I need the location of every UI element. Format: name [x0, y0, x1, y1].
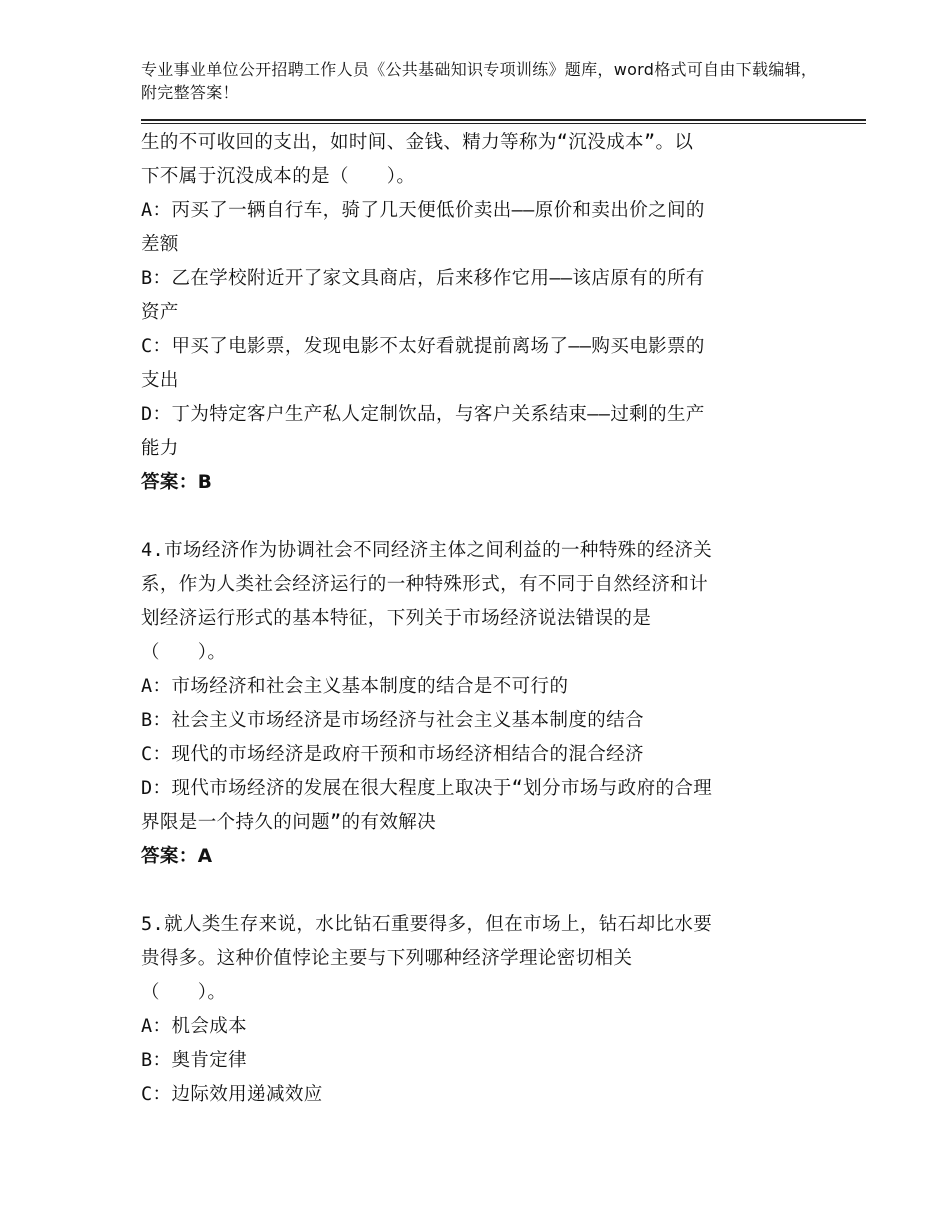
option-a: A：市场经济和社会主义基本制度的结合是不可行的 — [141, 676, 569, 697]
answer-label: 答案：B — [141, 472, 213, 493]
option-a: 差额 — [141, 234, 179, 255]
question-stem: 系，作为人类社会经济运行的一种特殊形式，有不同于自然经济和计 — [141, 574, 709, 595]
option-d: 能力 — [141, 438, 179, 459]
option-d: D：丁为特定客户生产私人定制饮品，与客户关系结束——过剩的生产 — [141, 404, 705, 425]
option-c: C：边际效用递减效应 — [141, 1084, 323, 1105]
option-c: C：现代的市场经济是政府干预和市场经济相结合的混合经济 — [141, 744, 644, 765]
question-stem: 4.市场经济作为协调社会不同经济主体之间利益的一种特殊的经济关 — [141, 540, 713, 561]
answer-label: 答案：A — [141, 846, 213, 867]
option-c: C：甲买了电影票，发现电影不太好看就提前离场了——购买电影票的 — [141, 336, 705, 357]
option-a: A：丙买了一辆自行车，骑了几天便低价卖出——原价和卖出价之间的 — [141, 200, 705, 221]
option-b: B：社会主义市场经济是市场经济与社会主义基本制度的结合 — [141, 710, 644, 731]
question-stem: 生的不可收回的支出，如时间、金钱、精力等称为“沉没成本”。以 — [141, 132, 694, 153]
option-c: 支出 — [141, 370, 179, 391]
document-body — [141, 126, 821, 1112]
question-stem: （ ）。 — [141, 642, 227, 663]
question-stem: 划经济运行形式的基本特征，下列关于市场经济说法错误的是 — [141, 608, 652, 629]
spacer — [141, 874, 821, 908]
option-d: 界限是一个持久的问题”的有效解决 — [141, 812, 437, 833]
header-rule — [141, 119, 866, 124]
option-a: A：机会成本 — [141, 1016, 248, 1037]
option-d: D：现代市场经济的发展在很大程度上取决于“划分市场与政府的合理 — [141, 778, 713, 799]
option-b: B：乙在学校附近开了家文具商店，后来移作它用——该店原有的所有 — [141, 268, 705, 289]
page-header: 专业事业单位公开招聘工作人员《公共基础知识专项训练》题库，word格式可自由下载编辑，附完整答案！ — [141, 60, 818, 102]
question-stem: 贵得多。这种价值悖论主要与下列哪种经济学理论密切相关 — [141, 948, 633, 969]
option-b: B：奥肯定律 — [141, 1050, 248, 1071]
option-b: 资产 — [141, 302, 179, 323]
question-4 — [141, 534, 821, 874]
spacer — [141, 500, 821, 534]
question-3 — [141, 126, 821, 500]
question-stem: 5.就人类生存来说，水比钻石重要得多，但在市场上，钻石却比水要 — [141, 914, 713, 935]
question-5 — [141, 908, 821, 1112]
question-stem: 下不属于沉没成本的是（ ）。 — [141, 166, 416, 187]
question-stem: （ ）。 — [141, 982, 227, 1003]
